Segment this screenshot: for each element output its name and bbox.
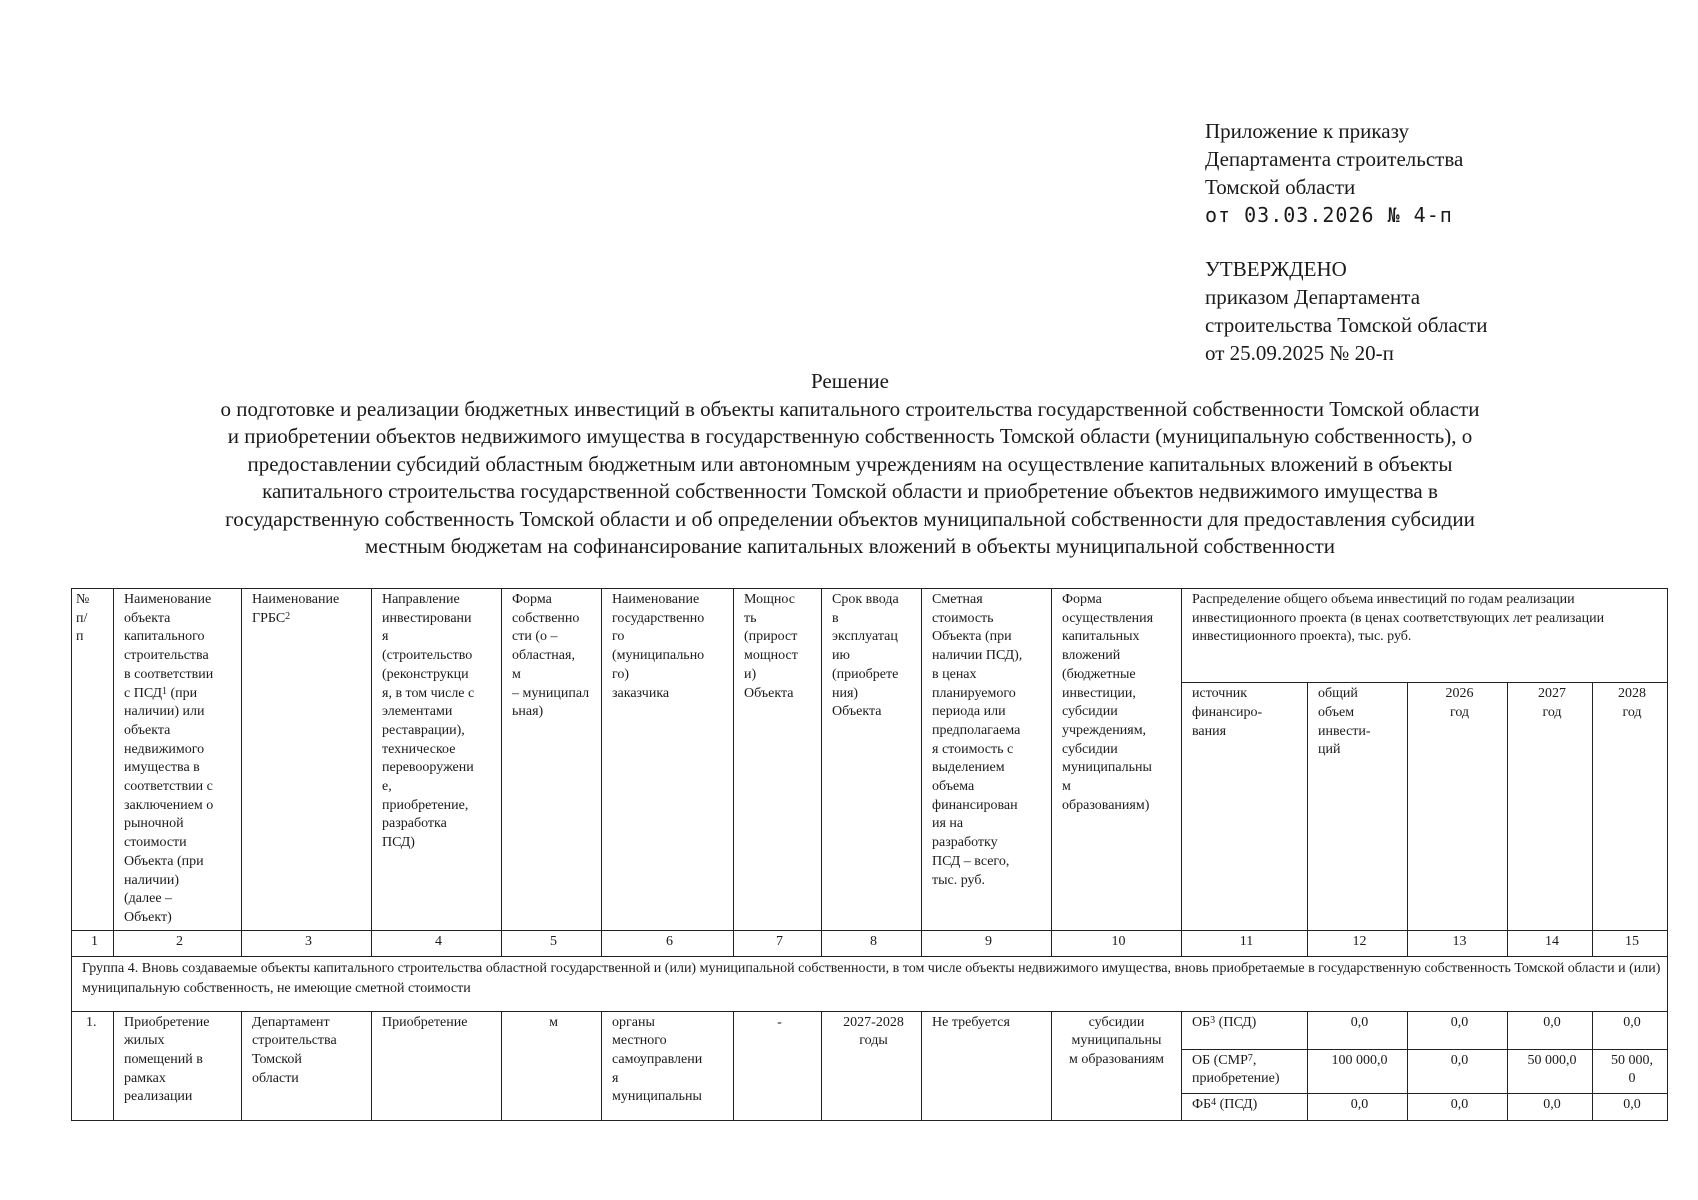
source-2026: 0,0 [1408,1049,1508,1093]
source-2028: 0,0 [1593,1011,1668,1049]
table-row [72,1011,1668,1049]
column-number: 12 [1308,930,1408,956]
column-number: 14 [1508,930,1593,956]
header-col-2026: 2026 год [1408,683,1508,930]
column-number: 8 [822,930,922,956]
title-line: местным бюджетам на софинансирование капитальных вложений в объекты муниципальной собственности [365,534,1335,558]
header-col-capacity: Мощнос ть (прирост мощност и) Объекта [734,589,822,931]
row-term: 2027-2028 годы [822,1011,922,1120]
appendix-line-3: Томской области [1205,175,1356,199]
header-col-direction: Направление инвестировани я (строительство (реконструкци я, в том числе с элементами реставрации), техническое перевооружени е, приобретение, разработка ПСД) [372,589,502,931]
source-total: 0,0 [1308,1093,1408,1120]
approved-block [1205,255,1685,367]
source-2027: 0,0 [1508,1011,1593,1049]
header-col-customer: Наименование государственно го (муниципально го) заказчика [602,589,734,931]
title-line: и приобретении объектов недвижимого имущества в государственную собственность Томской области (муниципальную собственность), о [227,424,1473,448]
column-numbers-row [72,930,1668,956]
row-estimate: Не требуется [922,1011,1052,1120]
column-number: 9 [922,930,1052,956]
source-2028: 0,0 [1593,1093,1668,1120]
appendix-line-1: Приложение к приказу [1205,119,1409,143]
header-col-estimate: Сметная стоимость Объекта (при наличии ПСД), в ценах планируемого периода или предполагаема я стоимость с выделением объема финансирован ия на разработку ПСД – всего, тыс. руб. [922,589,1052,931]
column-number: 7 [734,930,822,956]
source-total: 0,0 [1308,1011,1408,1049]
row-form: субсидии муниципальны м образованиям [1052,1011,1182,1120]
source-label: $ОБ^3$ (ПСД) [1182,1011,1308,1049]
column-number: 11 [1182,930,1308,956]
column-number: 5 [502,930,602,956]
header-col-source: источник финансиро- вания [1182,683,1308,930]
header-row [72,589,1668,683]
column-number: 1 [72,930,114,956]
header-col-form: Форма осуществления капитальных вложений (бюджетные инвестиции, субсидии учреждениям, субсидии муниципальны м образованиям) [1052,589,1182,931]
document-title [100,368,1600,561]
row-capacity: - [734,1011,822,1120]
source-2027: 50 000,0 [1508,1049,1593,1093]
investment-table [71,588,1668,1121]
column-number: 2 [114,930,242,956]
column-number: 4 [372,930,502,956]
header-col-grbs: Наименование ГРБС$^2$ [242,589,372,931]
approved-line-2: приказом Департамента [1205,285,1421,309]
title-line: капитального строительства государственной собственности Томской области и приобретение объектов недвижимого имущества в [262,479,1438,503]
header-col-2027: 2027 год [1508,683,1593,930]
header-col-number: № п/ п [72,589,114,931]
row-ownership: м [502,1011,602,1120]
source-2027: 0,0 [1508,1093,1593,1120]
source-total: 100 000,0 [1308,1049,1408,1093]
header-col-total: общий объем инвести- ций [1308,683,1408,930]
source-label: ОБ (СМР$^7$, приобретение) [1182,1049,1308,1093]
source-2026: 0,0 [1408,1093,1508,1120]
source-label: $ФБ^4$ (ПСД) [1182,1093,1308,1120]
source-2026: 0,0 [1408,1011,1508,1049]
header-col-2028: 2028 год [1593,683,1668,930]
approved-stamp: УТВЕРЖДЕНО [1205,257,1347,281]
appendix-line-2: Департамента строительства [1205,147,1464,171]
title-line: о подготовке и реализации бюджетных инвестиций в объекты капитального строительства государственной собственности Томской области [220,396,1480,421]
row-number: 1. [72,1011,114,1120]
title-line: предоставлении субсидий областным бюджетным или автономным учреждениям на осуществление капитальных вложений в объекты [247,451,1453,476]
source-2028: 50 000, 0 [1593,1049,1668,1093]
appendix-block [1205,117,1685,229]
row-direction: Приобретение [372,1011,502,1120]
row-customer: органы местного самоуправлени я муниципальны [602,1011,734,1120]
row-grbs: Департамент строительства Томской области [242,1011,372,1120]
column-number: 15 [1593,930,1668,956]
header-col-object-name: Наименование объекта капитального строительства в соответствии с ПСД$^1$ (при наличии) или объекта недвижимого имущества в соответствии с заключением о рыночной стоимости Объекта (при наличии) (далее – Объект) [114,589,242,931]
header-col-term: Срок ввода в эксплуатац ию (приобрете ния) Объекта [822,589,922,931]
title-heading: Решение [810,369,889,393]
title-line: государственную собственность Томской области и об определении объектов муниципальной собственности для предоставления субсидии [225,506,1475,531]
approved-date-number: от 25.09.2025 № 20-п [1205,341,1394,365]
appendix-date-number: от 03.03.2026 № 4-п [1205,203,1453,227]
approved-line-3: строительства Томской области [1205,313,1488,337]
column-number: 3 [242,930,372,956]
header-col-ownership: Форма собственно сти (о – областная, м – муниципал ьная) [502,589,602,931]
row-object-name: Приобретение жилых помещений в рамках реализации [114,1011,242,1120]
column-number: 13 [1408,930,1508,956]
header-distribution: Распределение общего объема инвестиций по годам реализации инвестиционного проекта (в ценах соответствующих лет реализации инвестиционного проекта), тыс. руб. [1182,589,1668,683]
column-number: 6 [602,930,734,956]
group-row [72,956,1668,1011]
group-description: Группа 4. Вновь создаваемые объекты капитального строительства областной государственной и (или) муниципальной собственности, в том числе объекты недвижимого имущества, вновь приобретаемые в государственную собственность Томской области и (или) муниципальную собственность, не имеющие сметной стоимости [72,956,1668,1011]
column-number: 10 [1052,930,1182,956]
